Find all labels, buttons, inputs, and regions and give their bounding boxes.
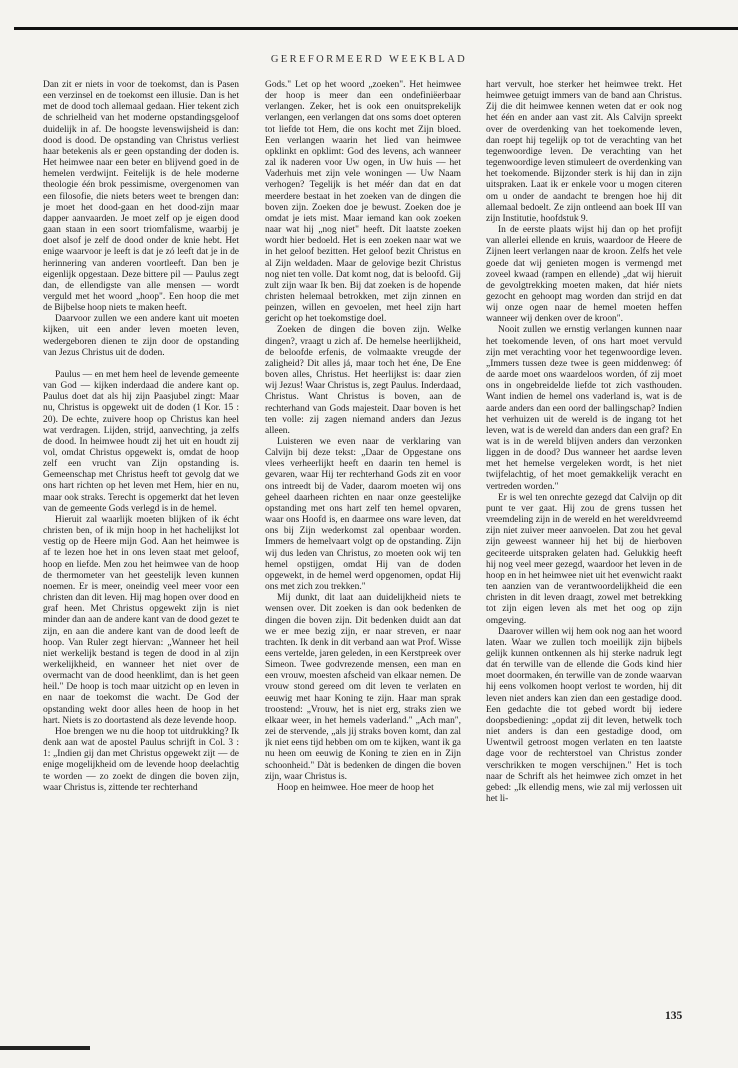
text-column-1 bbox=[43, 80, 239, 1035]
paragraph: Zoeken de dingen die boven zijn. Welke dingen?, vraagt u zich af. De hemelse heerlijkheid, de beloofde erfenis, de volmaakte vreugde der zaligheid? Dit alles já, maar toch het éne, De Ene boven alles, Christus. Het heerlijkst is: daar zien wij Jezus! Waar Christus is, zegt Paulus. Inderdaad, Christus. Want Christus is boven, aan de rechterhand van Gods majesteit. Daar boven is het ten volle: zij zagen niemand anders dan Jezus alleen. bbox=[265, 325, 461, 436]
top-rule bbox=[14, 27, 738, 30]
paragraph: Dan zit er niets in voor de toekomst, dan is Pasen een verzinsel en de toekomst een illusie. Dan is het met de dood toch allemaal gedaan. Hier tekent zich de schrielheid van het moderne opstandingsgeloof duidelijk in af. De hoogste levenswijsheid is dan: dood is dood. De opstanding van Christus verliest haar betekenis als er geen opstanding der doden is. Het heimwee naar een beter en blijvend goed in de hemelen verdwijnt. Feitelijk is de hele moderne theologie één brok pessimisme, overgenomen van een filosofie, die niets beters weet te brengen dan: je moet het dood-gaan en het dood-zijn maar dapper aanvaarden. Je moet zelf op je eigen dood gaan staan in een soort triomfalisme, waarbij je doet alsof je zelf de dood onder de knie hebt. Het enige waarvoor je leeft is dat je zó leeft dat je in de herinnering van anderen voortleeft. Dan ben je eigenlijk opgestaan. Deze bittere pil — Paulus zegt dan, de ellendigste van alle mensen — wordt verguld met het woord „hoop". Een hoop die met de Bijbelse hoop niets te maken heeft. bbox=[43, 80, 239, 314]
text-column-2 bbox=[265, 80, 461, 1035]
paragraph: Hoop en heimwee. Hoe meer de hoop het bbox=[277, 782, 434, 793]
text-column-3 bbox=[486, 80, 682, 1035]
page-number: 135 bbox=[665, 1010, 683, 1022]
paragraph: Daarover willen wij hem ook nog aan het woord laten. Waar we zullen toch moeilijk zijn bijbels gelijk kunnen ontkennen als hij sterke nadruk legt dat én terwille van de ellende die Gods kind hier moet doormaken, én terwille van de zonde waarvan hij eens volkomen hoopt verlost te worden, hij dit leven niet anders kan zien dan een gestadige dood. Een gedachte die tot gebed wordt bij iedere doopsbediening: „opdat zij dit leven, hetwelk toch niet anders is dan een gestadige dood, om Uwentwil getroost mogen verlaten en ten laatste dage voor de rechterstoel van Christus zonder verschrikken te mogen verschijnen." Het is toch naar de Schrift als het heimwee zich omzet in het gebed: „Ik ellendig mens, wie zal mij verlossen uit het li- bbox=[486, 626, 682, 804]
paragraph: Luisteren we even naar de verklaring van Calvijn bij deze tekst: „Daar de Opgestane ons vlees verheerlijkt heeft en daarin ten hemel is gevaren, waar Hij ter rechterhand Gods zit en voor ons intreedt bij de Vader, daarom moeten wij ons geheel daarheen richten en naar onze geestelijke opstanding met ons hart zelf ten hemel opvaren, waar ons Hoofd is, en daarmee ons ware leven, dat ons bij Zijn wederkomst zal openbaar worden. Immers de hemelvaart volgt op de opstanding. Zijn wij dus leden van Christus, zo moeten ook wij ten hemel opstijgen, omdat Hij van de doden opgewekt, in de hemel werd opgenomen, opdat Hij ons met zich zou trekken." bbox=[265, 437, 461, 593]
paragraph: Er is wel ten onrechte gezegd dat Calvijn op dit punt te ver gaat. Hij zou de grens tussen het vreemdeling zijn in de wereld en het wereldvreemd zijn niet zuiver meer aanvoelen. Dat zou het geval zijn geweest wanneer hij het bij de hierboven geciteerde uitspraken gelaten had. Gelukkig heeft hij nog veel meer gezegd, waardoor het leven in de hoop en in het heimwee niet uit het evenwicht raakt ten aanzien van de verantwoordelijkheid die een christen in dit leven draagt, zowel met betrekking tot zijn eigen leven als met het oog op zijn omgeving. bbox=[486, 492, 682, 626]
paragraph: Hieruit zal waarlijk moeten blijken of ik écht christen ben, of ik mijn hoop in het hachelijkst lot vestig op de Heere mijn God. Aan het heimwee is af te lezen hoe het in ons leven staat met geloof, hoop en liefde. Men zou het heimwee van de hoop de thermometer van het geestelijk leven kunnen noemen. Er is meer, oneindig veel meer voor een christen dan dit leven. Hij mag hopen over dood en graf heen. Met Christus opgewekt zijn is niet minder dan aan de andere kant van de dood gezet te zijn, en aan die andere kant van de dood leeft de hoop. Van Ruler zegt hiervan: „Wanneer het heil niet werkelijk bestand is tegen de dood in al zijn werkelijkheid, en wanneer het niet over de overmacht van de dood heenklimt, dan is het geen heil." De hoop is toch maar uitzicht op en leven in en naar de toekomst die wacht. De God der opstanding wekt door alles heen de hoop in het hart. Niets is zo doortastend als deze levende hoop. bbox=[43, 514, 239, 726]
paragraph: In de eerste plaats wijst hij dan op het profijt van allerlei ellende en kruis, waardoor de Heere de Zijnen leert verlangen naar de kroon. Zelfs het vele goede dat wij genieten mogen is vermengd met zoveel kwaad (rampen en ellende) „dat wij hieruit de gevolgtrekking moeten maken, dat hiér niets gezocht en gehoopt mag worden dan strijd en dat wij onze ogen naar de hemel moeten heffen wanneer wij denken over de kroon". bbox=[486, 225, 682, 325]
paragraph: Hoe brengen we nu die hoop tot uitdrukking? Ik denk aan wat de apostel Paulus schrijft in Col. 3 : 1: „Indien gij dan met Christus opgewekt zijt — de enige mogelijkheid om de levende hoop deelachtig te worden — zo zoekt de dingen die boven zijn, waar Christus is, zittende ter rechterhand bbox=[43, 726, 239, 793]
scan-edge-mark bbox=[0, 1046, 90, 1050]
running-header: GEREFORMEERD WEEKBLAD bbox=[270, 54, 468, 65]
paragraph: hart vervult, hoe sterker het heimwee trekt. Het heimwee getuigt immers van de band aan Christus. Zij die dit heimwee kennen weten dat er ook nog het één en ander aan vast zit. Als Calvijn spreekt over de overdenking van het toekomende leven, dan roept hij tegelijk op tot de verachting van het tegenwoordige leven. De verachting van het tegenwoordige leven stimuleert de overdenking van het toekomende. Bijzonder sterk is hij dan in zijn uitspraken. Laat ik er enkele voor u mogen citeren om u onder de aandacht te brengen hoe hij dit allemaal bedoelt. Ze zijn ontleend aan boek III van zijn Institutie, hoofdstuk 9. bbox=[486, 80, 682, 224]
paragraph: Mij dunkt, dit laat aan duidelijkheid niets te wensen over. Dit zoeken is dan ook bedenken de dingen die boven zijn. Dit bedenken duidt aan dat we er mee bezig zijn, er naar streven, er naar trachten. Ik denk in dit verband aan wat Prof. Wisse eens vertelde, jaren geleden, in een Kerstpreek over Simeon. Twee godvrezende mensen, een man en een vrouw, moesten afscheid van elkaar nemen. De vrouw stond gereed om dit leven te verlaten en eeuwig met haar Koning te zijn. Haar man sprak troostend: „Vrouw, het is niet erg, straks zien we elkaar weer, in het hemels vaderland." „Ach man", zei de stervende, „als jij straks boven komt, dan zal jk niet eens tijd hebben om om te kijken, want ik ga nu heen om eeuwig de Koning te zien en in Zijn schoonheid." Dàt is bedenken de dingen die boven zijn, waar Christus is. bbox=[265, 593, 461, 782]
paragraph: Nooit zullen we ernstig verlangen kunnen naar het toekomende leven, of ons hart moet vervuld zijn met verachting voor het tegenwoordige leven. „Immers tussen deze twee is geen middenweg: óf de aarde moet ons waardeloos worden, óf zij moet ons in ongebreidelde liefde tot zich vasthouden. Want indien de hemel ons vaderland is, wat is de aarde anders dan een oord der ballingschap? Indien het verhuizen uit de wereld is de ingang tot het leven, wat is de wereld dan anders dan een graf? En wat is in de wereld blijven anders dan verzonken liggen in de dood? Dus wanneer het aardse leven met het hemelse vergeleken wordt, is het niet twijfelachtig, of het moet gemakkelijk veracht en vertreden worden." bbox=[486, 325, 682, 492]
paragraph: Gods." Let op het woord „zoeken". Het heimwee der hoop is meer dan een ondefiniëerbaar verlangen. Zeker, het is ook een onuitsprekelijk verlangen, een verlangen dat ons soms doet opteren tot liefde tot Hem, die ons kocht met Zijn bloed. Een verlangen waarin het lied van heimwee opklinkt en opklimt: God des levens, ach wanneer zal ik naderen voor Uw ogen, in Uw huis — het Vaderhuis met zijn vele woningen — Uw Naam verhogen? Tegelijk is het méér dan dat en dat meerdere bestaat in het zoeken van de dingen die boven zijn. Zoeken doe je bewust. Zoeken doe je omdat je iets mist. Maar iemand kan ook zoeken naar wat hij „nog niet" heeft. Dit laatste zoeken wordt hier bedoeld. Het is een zoeken naar wat we in het geloof bezitten. Het geloof bezit Christus en al Zijn weldaden. Maar de gelovige bezit Christus nog niet ten volle. Dat komt nog, dat is beloofd. Gij zult zijn waar Ik ben. Bij dat zoeken is de hopende christen helemaal betrokken, met zijn zinnen en peinzen, willen en gevoelen, met heel zijn hart gericht op het toekomstige doel. bbox=[265, 80, 461, 325]
paragraph: Daarvoor zullen we een andere kant uit moeten kijken, uit een ander leven moeten leven, wedergeboren dienen te zijn door de opstanding van Jezus Christus uit de doden. bbox=[43, 314, 239, 358]
paragraph: Paulus — en met hem heel de levende gemeente van God — kijken inderdaad die andere kant op. Paulus doet dat als hij zijn Paasjubel zingt: Maar nu, Christus is opgewekt uit de doden (1 Kor. 15 : 20). De echte, zuivere hoop op Christus kan heel wat verdragen. Lijden, strijd, aanvechting, ja zelfs de dood. In heimwee houdt zij het uit en houdt zij vol, omdat Christus opgewekt is, omdat de hoop zelf een vrucht van Zijn opstanding is. Gemeenschap met Christus heeft tot gevolg dat we ons hart richten op het leven met Hem, hier en nu, maar ook straks. Terecht is opgemerkt dat het leven van de gemeente Gods verlegd is in de hemel. bbox=[43, 369, 239, 514]
